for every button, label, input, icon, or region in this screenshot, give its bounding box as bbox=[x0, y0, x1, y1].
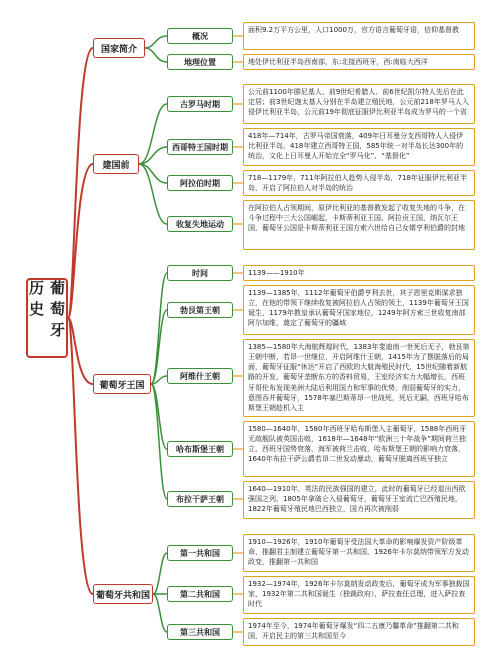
topic-aviz-dynasty: 阿维什王朝 bbox=[167, 368, 233, 384]
connector-kingdom-1 bbox=[151, 273, 167, 384]
detail-kingdom-period: 1139——1910年 bbox=[243, 265, 475, 281]
category-kingdom: 葡萄牙王国 bbox=[93, 374, 151, 394]
topic-overview: 概况 bbox=[167, 28, 233, 44]
detail-habsburg-dynasty: 1580—1640年，1580年西班牙哈布斯堡入主葡萄牙，1588年西班牙无敌舰队被英国击败，1618年—1648年“欧洲三十年战争”期间荷兰独立，西班牙国势衰落，海军被荷兰击败，哈布斯堡王朝的影响力衰落，1640年布拉干萨公爵若昂二世发动暴动，葡萄牙脱离西班牙独立 bbox=[243, 421, 475, 477]
topic-kingdom-period: 时间 bbox=[167, 265, 233, 281]
detail-connectors bbox=[233, 36, 243, 632]
detail-first-republic: 1910—1926年，1910年葡萄牙受法国大革命的影响爆发资产阶级革命，推翻君主制建立葡萄牙第一共和国，1926年卡尔莫纳带领军方发动政变，推翻第一共和国 bbox=[243, 534, 475, 572]
connector-republic-1 bbox=[153, 553, 167, 594]
topic-habsburg-dynasty: 哈布斯堡王朝 bbox=[167, 441, 233, 457]
topic-arab-era: 阿拉伯时期 bbox=[167, 175, 233, 191]
topic-first-republic: 第一共和国 bbox=[167, 545, 233, 561]
topic-burgundy-dynasty: 勃艮第王朝 bbox=[167, 302, 233, 318]
detail-geography: 地处伊比利亚半岛西南部，东:北接西班牙，西:南临大西洋 bbox=[243, 54, 475, 70]
topic-third-republic: 第三共和国 bbox=[167, 624, 233, 640]
connector-root-intro bbox=[68, 48, 93, 318]
detail-second-republic: 1932—1974年，1926年卡尔莫纳发动政变后，葡萄牙成为军事独裁国家，1932年第二共和国诞生（独裁政府），萨拉查任总理，进入萨拉查时代 bbox=[243, 576, 475, 614]
category-prenation: 建国前 bbox=[93, 154, 139, 174]
detail-braganza-dynasty: 1640—1910年，英法的民族强国的建立，此时的葡萄牙已经退出西欧强国之列，1805年拿破仑入侵葡萄牙，葡萄牙王室流亡巴西殖民地，1822年葡萄牙殖民地巴西独立，国力再次被削弱 bbox=[243, 481, 475, 519]
detail-overview: 面积9.2万平方公里，人口1000万，官方语言葡萄牙语，信仰基督教 bbox=[243, 22, 475, 50]
topic-reconquista: 收复失地运动 bbox=[167, 216, 233, 232]
detail-arab-era: 718—1179年，711年阿拉伯人趁势入侵半岛，718年征服伊比利亚半岛，开启了阿拉伯人对半岛的统治 bbox=[243, 170, 475, 196]
detail-aviz-dynasty: 1385—1580年大海航辉煌时代，1383年斐迪南一世死后无子，勃艮第王朝中断，若昂一世继位，开启阿维什王朝，1415年为了摆脱落后的局面，葡萄牙征服“休达”开启了西欧的大航海殖民时代，15世纪随着新航路的开发，葡萄牙垄断东方的香料贸易，王室经济实力大幅增长，西班牙哥伦布发现美洲大陆后利用国力和军事的优势，削弱葡萄牙的实力，意图吞并葡萄牙，1578年塞巴斯蒂昂一世战死，死后无嗣，西班牙哈布斯堡王朝趁机入主 bbox=[243, 339, 475, 417]
detail-visigoth-era: 418年—714年，古罗马帝国衰落，409年日耳曼分支西哥特人入侵伊比利亚半岛，418年建立西哥特王国，585年统一对半岛长达300年的统治，文化上日耳曼人开始完全“罗马化”、“基督化” bbox=[243, 128, 475, 166]
topic-roman-era: 古罗马时期 bbox=[167, 96, 233, 112]
topic-braganza-dynasty: 布拉干萨王朝 bbox=[167, 491, 233, 507]
topic-geography: 地理位置 bbox=[167, 54, 233, 70]
detail-third-republic: 1974年至今，1974年葡萄牙爆发“四二五康乃馨革命”推翻第二共和国，开启民主的第三共和国至今 bbox=[243, 618, 475, 646]
detail-burgundy-dynasty: 1139—1385年，1112年葡萄牙伯爵亨利去世，其子恩里克斯谋求独立，在他的带领下继续收复被阿拉伯人占领的领土，1139年葡萄牙王国诞生，1179年教皇承认葡萄牙国家地位，1249年阿方索三世收复南部阿尔加维，奠定了葡萄牙的疆域 bbox=[243, 285, 475, 335]
category-intro: 国家简介 bbox=[93, 38, 145, 58]
connector-intro-1 bbox=[145, 36, 167, 48]
category-republic: 葡萄牙共和国 bbox=[93, 584, 153, 604]
connector-root-republic bbox=[68, 318, 93, 594]
connector-intro-2 bbox=[145, 48, 167, 62]
topic-second-republic: 第二共和国 bbox=[167, 586, 233, 602]
detail-roman-era: 公元前1100年腓尼基人、前9世纪希腊人、前6世纪凯尔特人先后在此定居；前3世纪迦太基人分别在半岛建立殖民地，公元前218年罗马人入侵伊比利亚半岛，公元前19年彻底征服伊比利亚半岛成为罗马的一个省 bbox=[243, 84, 475, 124]
topic-visigoth-era: 西哥特王国时期 bbox=[167, 139, 233, 155]
connector-republic-3 bbox=[153, 594, 167, 632]
connector-kingdom-5 bbox=[151, 384, 167, 499]
connector-root-prenation bbox=[68, 164, 93, 318]
root-title: 葡萄牙历史 bbox=[26, 278, 68, 358]
detail-reconquista: 在阿拉伯人占领期间，原伊比利亚的基督教发起了收复失地的斗争，在斗争过程中三大公国崛起，卡斯蒂利亚王国、阿拉贡王国，纳瓦尔王国，葡萄牙公国是卡斯蒂利亚王国方索六世给自己女婿亨利伯爵的封地 bbox=[243, 200, 475, 250]
